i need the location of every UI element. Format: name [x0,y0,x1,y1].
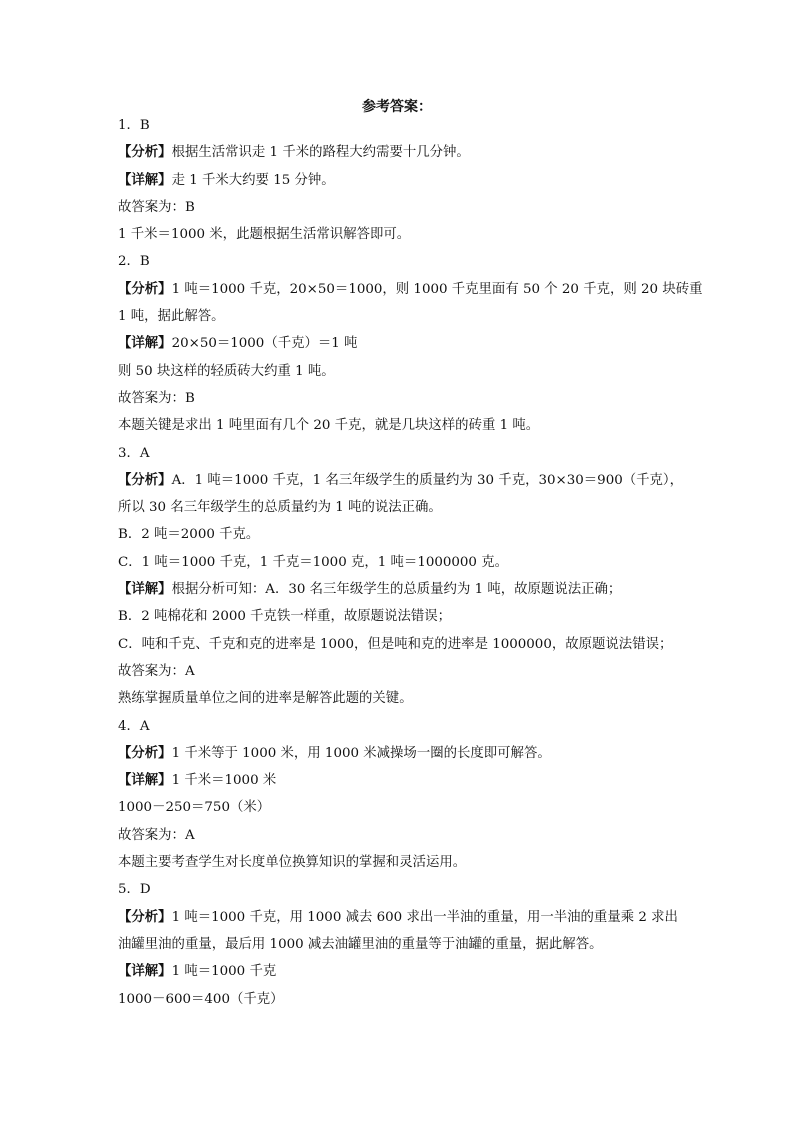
answer-line [118,931,698,958]
line-text: 3．A [118,445,150,461]
answer-line [118,303,698,330]
section-tag: 【分析】 [118,744,172,761]
answer-line [118,521,698,548]
line-text: 根据生活常识走 1 千米的路程大约需要十几分钟。 [171,145,470,161]
line-text: 故答案为：A [118,827,195,843]
line-text: B．2 吨棉花和 2000 千克铁一样重，故原题说法错误； [118,609,452,625]
answer-lines [118,112,703,1013]
answer-line [118,658,698,685]
answer-line [118,139,698,166]
answer-line [118,822,698,849]
answer-line [118,713,698,740]
line-text: 1 吨＝1000 千克，用 1000 减去 600 求出一半油的重量，用一半油的重量乘 2 求出 [171,909,678,925]
answer-line [118,576,698,603]
line-text: 1．B [118,118,150,133]
line-text: 故答案为：B [118,390,195,406]
answer-line [118,440,698,467]
section-tag: 【详解】 [118,772,172,789]
line-text: 故答案为：B [118,199,195,215]
line-text: 1 吨＝1000 千克 [171,964,277,980]
line-text: 熟练掌握质量单位之间的进率是解答此题的关键。 [118,691,413,707]
line-text: 1 吨＝1000 千克，20×50＝1000，则 1000 千克里面有 50 个 20 千克，则 20 块砖重 [171,281,703,297]
section-tag: 【详解】 [118,581,172,598]
line-text: 走 1 千米大约要 15 分钟。 [171,172,335,188]
answer-line [118,685,698,712]
line-text: 油罐里油的重量，最后用 1000 减去油罐里油的重量等于油罐的重量，据此解答。 [118,936,603,952]
answer-line [118,194,698,221]
section-tag: 【详解】 [118,963,172,980]
answer-line [118,904,698,931]
answer-line [118,631,698,658]
answer-line [118,167,698,194]
line-text: 1 吨，据此解答。 [118,309,225,325]
answer-line [118,248,698,275]
line-text: A．1 吨＝1000 千克，1 名三年级学生的质量约为 30 千克，30×30＝900（千克）， [171,472,683,488]
answer-line [118,276,703,303]
line-text: 1 千米＝1000 米，此题根据生活常识解答即可。 [118,227,411,243]
page-title: 参考答案： [362,99,432,115]
section-tag: 【分析】 [118,144,172,161]
line-text: 本题关键是求出 1 吨里面有几个 20 千克，就是几块这样的砖重 1 吨。 [118,418,540,434]
answer-line [118,958,698,985]
answer-line [118,467,698,494]
answer-line [118,603,698,630]
answer-line [118,767,698,794]
section-tag: 【详解】 [118,171,172,188]
line-text: C．吨和千克、千克和克的进率是 1000，但是吨和克的进率是 1000000，故原题说法错误； [118,636,673,652]
line-text: 5．D [118,882,151,898]
line-text: 2．B [118,254,150,270]
section-tag: 【详解】 [118,335,172,352]
line-text: 4．A [118,718,150,734]
line-text: 1 千米＝1000 米 [171,773,277,789]
line-text: B．2 吨＝2000 千克。 [118,527,260,543]
line-text: 1 千米等于 1000 米，用 1000 米减操场一圈的长度即可解答。 [171,745,551,761]
line-text: 故答案为：A [118,663,195,679]
line-text: 20×50＝1000（千克）＝1 吨 [171,336,358,352]
answer-line [118,221,698,248]
answer-line [118,112,698,139]
line-text: 所以 30 名三年级学生的总质量约为 1 吨的说法正确。 [118,500,442,516]
line-text: 根据分析可知：A．30 名三年级学生的总质量约为 1 吨，故原题说法正确； [171,582,622,598]
line-text: 1000－250＝750（米） [118,800,271,816]
answer-line [118,494,698,521]
answer-line [118,330,698,357]
line-text: 1000－600＝400（千克） [118,991,284,1007]
answer-line [118,794,698,821]
line-text: 本题主要考查学生对长度单位换算知识的掌握和灵活运用。 [118,855,467,871]
answer-line [118,986,698,1013]
answer-line [118,740,698,767]
section-tag: 【分析】 [118,280,172,297]
answer-line [118,358,698,385]
line-text: C．1 吨＝1000 千克，1 千克＝1000 克，1 吨＝1000000 克。 [118,554,508,570]
answer-line [118,385,698,412]
answer-line [118,876,698,903]
answer-line [118,549,698,576]
line-text: 则 50 块这样的轻质砖大约重 1 吨。 [118,363,335,379]
section-tag: 【分析】 [118,908,172,925]
answer-line [118,849,698,876]
section-tag: 【分析】 [118,471,172,488]
answer-line [118,412,698,439]
